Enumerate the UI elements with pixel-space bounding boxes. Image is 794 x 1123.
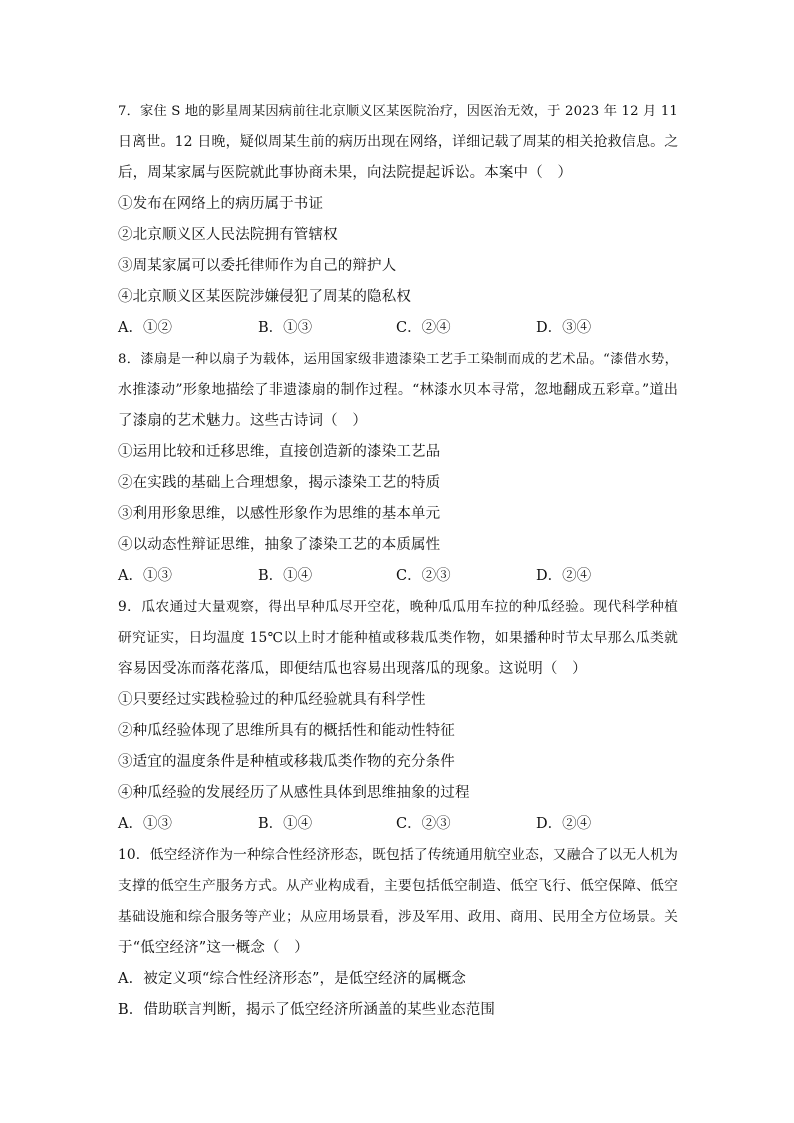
choice-c[interactable]: C．②④ — [396, 320, 451, 336]
choice-b[interactable]: B．①③ — [258, 320, 313, 336]
statement-item: ③利用形象思维，以感性形象作为思维的基本单元 — [118, 506, 441, 522]
question-stem-line: 7．家住 S 地的影星周某因病前往北京顺义区某医院治疗，因医治无效，于 2023 年 12 月 11 — [118, 104, 678, 119]
question-stem-line: 后，周某家属与医院就此事协商未果，向法院提起诉讼。本案中（ ） — [118, 165, 573, 181]
question-stem-line: 9．瓜农通过大量观察，得出早种瓜尽开空花，晚种瓜瓜用车拉的种瓜经验。现代科学种植 — [118, 599, 678, 615]
question-7 — [118, 96, 678, 344]
choice-a[interactable]: A．①③ — [118, 568, 172, 584]
statement-item: ②北京顺义区人民法院拥有管辖权 — [118, 227, 338, 243]
statement-item: ③适宜的温度条件是种植或移栽瓜类作物的充分条件 — [118, 754, 455, 770]
question-stem-line: 日离世。12 日晚，疑似周某生前的病历出现在网络，详细记载了周某的相关抢救信息。之 — [118, 134, 679, 150]
answer-choices — [118, 313, 678, 344]
question-stem-line: 8．漆扇是一种以扇子为载体，运用国家级非遗漆染工艺手工染制而成的艺术品。“漆借水势， — [118, 352, 678, 367]
statement-item: ①运用比较和迁移思维，直接创造新的漆染工艺品 — [118, 444, 441, 460]
statement-item: ④北京顺义区某医院涉嫌侵犯了周某的隐私权 — [118, 289, 411, 305]
question-stem-line: 容易因受冻而落花落瓜，即便结瓜也容易出现落瓜的现象。这说明（ ） — [118, 661, 587, 677]
question-stem-line: 基础设施和综合服务等产业；从应用场景看，涉及军用、政用、商用、民用全方位场景。关 — [118, 909, 678, 925]
choice-d[interactable]: D．②④ — [536, 568, 592, 584]
choice-a[interactable]: A．①② — [118, 320, 172, 336]
question-stem-line: 于“低空经济”这一概念（ ） — [118, 940, 309, 956]
choice-c[interactable]: C．②③ — [396, 568, 451, 584]
choice-d[interactable]: D．②④ — [536, 816, 592, 832]
choice-c[interactable]: C．②③ — [396, 816, 451, 832]
statement-item: ①只要经过实践检验过的种瓜经验就具有科学性 — [118, 692, 426, 708]
question-stem-line: 10．低空经济作为一种综合性经济形态，既包括了传统通用航空业态，又融合了以无人机为 — [118, 847, 678, 863]
question-list — [118, 96, 678, 1026]
statement-item: ④以动态性辩证思维，抽象了漆染工艺的本质属性 — [118, 537, 441, 553]
statement-item: ②种瓜经验体现了思维所具有的概括性和能动性特征 — [118, 723, 455, 739]
answer-choices — [118, 809, 678, 840]
question-8 — [118, 344, 678, 592]
choice-b[interactable]: B．①④ — [258, 568, 313, 584]
question-stem-line: 水推漆动”形象地描绘了非遗漆扇的制作过程。“林漆水贝本寻常，忽地翻成五彩章。”道出 — [118, 382, 678, 398]
question-stem-line: 研究证实，日均温度 15℃以上时才能种植或移栽瓜类作物，如果播种时节太早那么瓜类就 — [118, 630, 678, 646]
option-a[interactable]: A．被定义项“综合性经济形态”，是低空经济的属概念 — [118, 971, 467, 987]
question-10 — [118, 840, 678, 1026]
option-b[interactable]: B．借助联言判断，揭示了低空经济所涵盖的某些业态范围 — [118, 1002, 496, 1018]
statement-item: ④种瓜经验的发展经历了从感性具体到思维抽象的过程 — [118, 785, 470, 801]
statement-item: ②在实践的基础上合理想象，揭示漆染工艺的特质 — [118, 475, 441, 491]
choice-a[interactable]: A．①③ — [118, 816, 172, 832]
choice-b[interactable]: B．①④ — [258, 816, 313, 832]
answer-choices — [118, 561, 678, 592]
statement-item: ③周某家属可以委托律师作为自己的辩护人 — [118, 258, 397, 274]
choice-d[interactable]: D．③④ — [536, 320, 592, 336]
question-9 — [118, 592, 678, 840]
question-stem-line: 支撑的低空生产服务方式。从产业构成看，主要包括低空制造、低空飞行、低空保障、低空 — [118, 878, 678, 894]
statement-item: ①发布在网络上的病历属于书证 — [118, 196, 324, 212]
question-stem-line: 了漆扇的艺术魅力。这些古诗词（ ） — [118, 413, 368, 429]
